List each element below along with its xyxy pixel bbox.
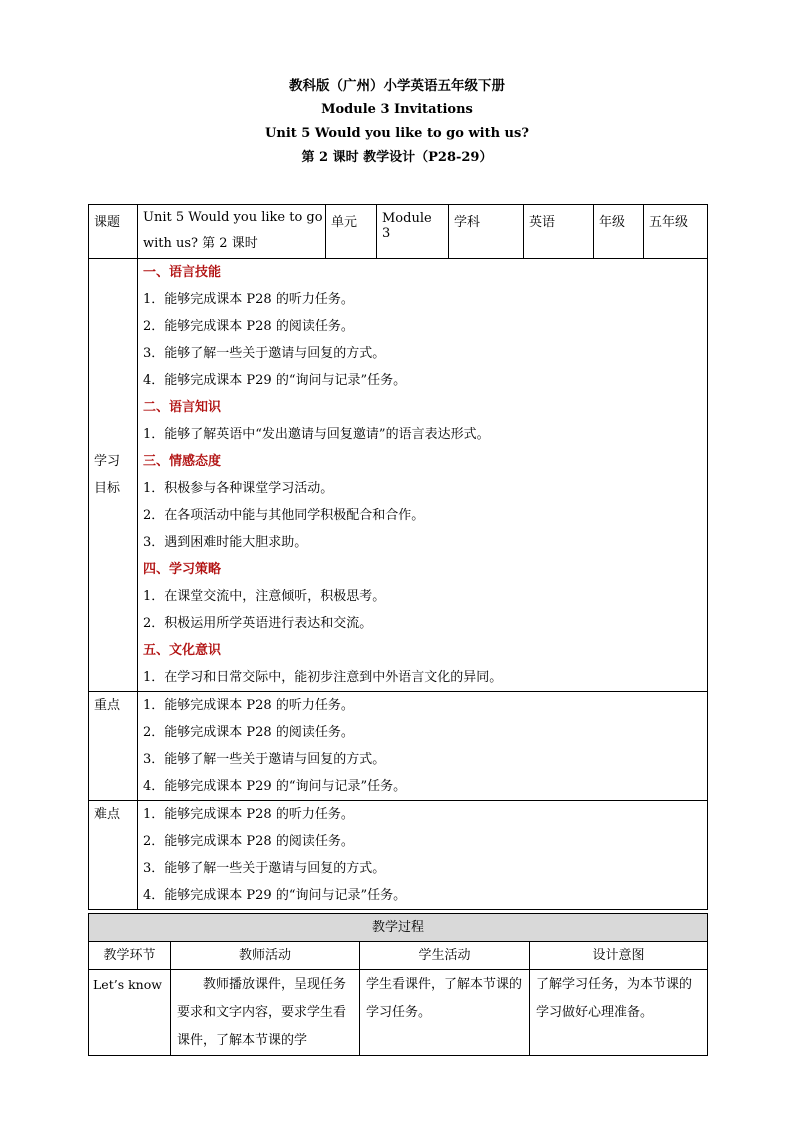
stage-cell: [89, 970, 171, 1056]
difficulties-content: [138, 801, 708, 910]
keypoints-label: [89, 692, 138, 801]
list-item: 3．遇到困难时能大胆求助。: [143, 535, 308, 550]
module-title: Module 3 Invitations: [321, 102, 473, 117]
student-text: 学生看课件，了解本节课的学习任务。: [366, 977, 523, 1020]
topic-line-2: with us? 第 2 课时: [143, 236, 258, 251]
col-header-student: 学生活动: [360, 942, 530, 970]
list-item: 2．在各项活动中能与其他同学积极配合和合作。: [143, 508, 425, 523]
teaching-process-table: [88, 913, 708, 1056]
list-item: 1．能够完成课本 P28 的听力任务。: [143, 807, 354, 822]
difficulties-row: [89, 801, 708, 910]
section-heading: 三、情感态度: [143, 454, 222, 469]
section-heading: 五、文化意识: [143, 643, 222, 658]
teacher-cell: [171, 970, 360, 1056]
col-header-teacher: 教师活动: [171, 942, 360, 970]
keypoints-content: [138, 692, 708, 801]
list-item: 2．能够完成课本 P28 的阅读任务。: [143, 319, 354, 334]
process-title: 教学过程: [89, 914, 708, 942]
objectives-label-line-2: 目标: [94, 481, 121, 496]
teacher-text: 教师播放课件，呈现任务要求和文字内容，要求学生看课件，了解本节课的学: [177, 977, 347, 1048]
list-item: 3．能够了解一些关于邀请与回复的方式。: [143, 861, 386, 876]
list-item: 2．能够完成课本 P28 的阅读任务。: [143, 725, 354, 740]
list-item: 3．能够了解一些关于邀请与回复的方式。: [143, 752, 386, 767]
lesson-title: 第 2 课时 教学设计（P28-29）: [301, 150, 493, 165]
topic-key: 课题: [89, 205, 138, 259]
intent-text: 了解学习任务，为本节课的学习做好心理准备。: [536, 977, 693, 1020]
keypoints-label-text: 重点: [94, 698, 121, 713]
grade-key: 年级: [594, 205, 644, 259]
doc-title: 教科版（广州）小学英语五年级下册: [289, 78, 505, 94]
section-heading: 一、语言技能: [143, 265, 222, 280]
unit-value: Module 3: [377, 205, 449, 259]
stage-text: Let’s know: [93, 977, 162, 992]
unit-key: 单元: [326, 205, 377, 259]
document-header: [0, 74, 794, 170]
list-item: 4．能够完成课本 P29 的“询问与记录”任务。: [143, 779, 407, 794]
objectives-row: [89, 259, 708, 692]
list-item: 1．能够完成课本 P28 的听力任务。: [143, 292, 354, 307]
col-header-intent: 设计意图: [530, 942, 708, 970]
intent-cell: [530, 970, 708, 1056]
difficulties-label: [89, 801, 138, 910]
topic-value: [138, 205, 326, 259]
subject-value: 英语: [524, 205, 594, 259]
difficulties-label-text: 难点: [94, 807, 121, 822]
list-item: 2．能够完成课本 P28 的阅读任务。: [143, 834, 354, 849]
unit-title: Unit 5 Would you like to go with us?: [265, 126, 529, 141]
list-item: 1．在课堂交流中，注意倾听，积极思考。: [143, 589, 386, 604]
topic-line-1: Unit 5 Would you like to go: [143, 210, 323, 225]
subject-key: 学科: [449, 205, 524, 259]
section-heading: 二、语言知识: [143, 400, 222, 415]
col-header-stage: 教学环节: [89, 942, 171, 970]
table-row: [89, 970, 708, 1056]
objectives-content: [138, 259, 708, 692]
list-item: 3．能够了解一些关于邀请与回复的方式。: [143, 346, 386, 361]
lesson-info-table: [88, 204, 708, 910]
objectives-label: [89, 259, 138, 692]
list-item: 2．积极运用所学英语进行表达和交流。: [143, 616, 373, 631]
student-cell: [360, 970, 530, 1056]
keypoints-row: [89, 692, 708, 801]
list-item: 1．能够完成课本 P28 的听力任务。: [143, 698, 354, 713]
list-item: 4．能够完成课本 P29 的“询问与记录”任务。: [143, 373, 407, 388]
grade-value: 五年级: [644, 205, 708, 259]
process-title-row: [89, 914, 708, 942]
list-item: 1．能够了解英语中“发出邀请与回复邀请”的语言表达形式。: [143, 427, 490, 442]
section-heading: 四、学习策略: [143, 562, 222, 577]
objectives-label-line-1: 学习: [94, 454, 121, 469]
info-row: [89, 205, 708, 259]
process-header-row: [89, 942, 708, 970]
list-item: 1．积极参与各种课堂学习活动。: [143, 481, 334, 496]
list-item: 1．在学习和日常交际中，能初步注意到中外语言文化的异同。: [143, 670, 503, 685]
list-item: 4．能够完成课本 P29 的“询问与记录”任务。: [143, 888, 407, 903]
